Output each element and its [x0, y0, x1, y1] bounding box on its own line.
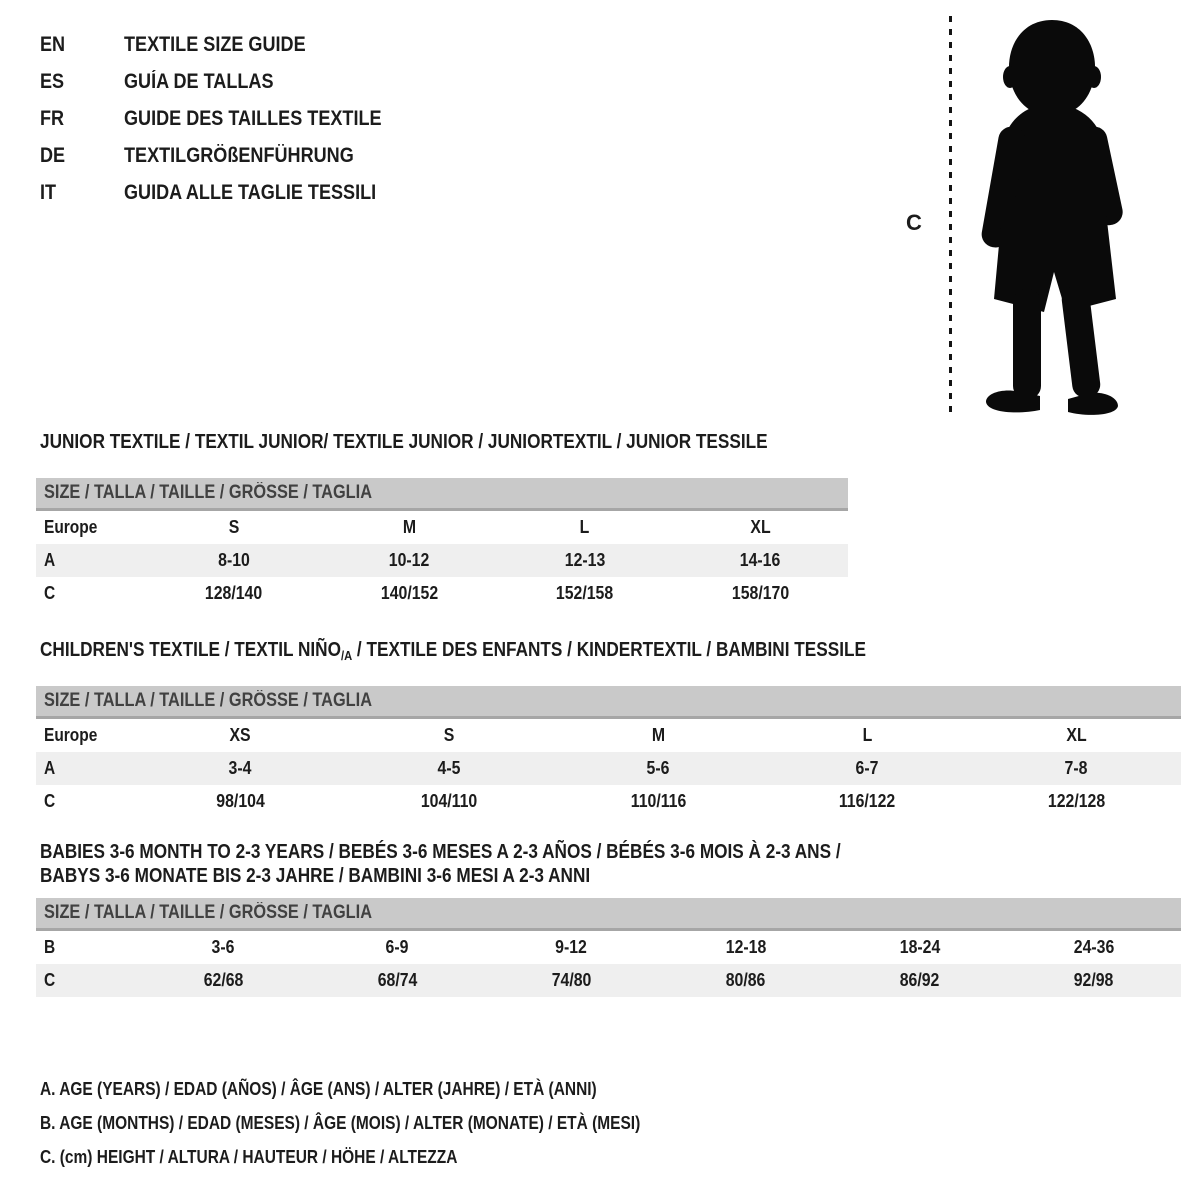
language-row — [40, 63, 423, 100]
height-measure-label: C — [906, 210, 922, 235]
table-row — [36, 785, 1181, 818]
section-babies-textile — [36, 840, 1181, 997]
legend-text: C. (cm) HEIGHT / ALTURA / HAUTEUR / HÖHE / ALTEZZA — [40, 1147, 458, 1167]
size-cell: 6-9 — [385, 937, 409, 957]
section-title-text: CHILDREN'S TEXTILE / TEXTIL $NIÑO_{/A}$ / TEXTILE DES ENFANTS / KINDERTEXTIL / BAMBINI TESSILE — [40, 639, 866, 663]
language-code: FR — [40, 107, 65, 130]
row-label: C — [44, 970, 56, 990]
size-cell: 18-24 — [899, 937, 941, 957]
section-children-textile — [36, 638, 1181, 818]
size-cell: 10-12 — [388, 550, 430, 570]
table-row — [36, 544, 848, 577]
guide-title: GUIDA ALLE TAGLIE TESSILI — [123, 181, 377, 204]
size-cell: M — [402, 517, 416, 537]
table-row — [36, 752, 1181, 785]
size-cell: 98/104 — [216, 791, 265, 811]
size-header-bar — [36, 686, 1181, 719]
language-row — [40, 100, 423, 137]
section-title — [36, 638, 1181, 662]
size-cell: L — [579, 517, 590, 537]
legend-line-c — [40, 1140, 738, 1174]
size-cell: 12-18 — [725, 937, 766, 957]
size-cell: 80/86 — [725, 970, 766, 990]
legend-text: B. AGE (MONTHS) / EDAD (MESES) / ÂGE (MOIS) / ALTER (MONATE) / ETÀ (MESI) — [40, 1113, 641, 1133]
legend-line-a — [40, 1072, 738, 1106]
row-label: Europe — [44, 517, 98, 537]
size-cell: 116/122 — [839, 791, 896, 811]
section-title — [36, 840, 1181, 864]
section-title — [36, 864, 1181, 888]
size-cell: 74/80 — [551, 970, 592, 990]
guide-title: GUÍA DE TALLAS — [123, 70, 274, 93]
toddler-silhouette-icon — [966, 14, 1138, 418]
size-cell: 92/98 — [1074, 970, 1114, 990]
size-cell: 3-4 — [229, 758, 252, 778]
table-row — [36, 577, 848, 610]
size-cell: 3-6 — [211, 937, 235, 957]
size-cell: M — [651, 725, 666, 745]
size-cell: 4-5 — [438, 758, 461, 778]
language-row — [40, 26, 423, 63]
section-title — [36, 430, 848, 454]
size-cell: 68/74 — [377, 970, 418, 990]
language-row — [40, 174, 423, 211]
height-measure-line — [949, 16, 952, 416]
nino-a-subscript: /A — [340, 648, 353, 663]
size-header-text: SIZE / TALLA / TAILLE / GRÖSSE / TAGLIA — [44, 482, 373, 503]
size-cell: 62/68 — [203, 970, 243, 990]
size-cell: S — [444, 725, 455, 745]
language-row — [40, 137, 423, 174]
section-junior-textile — [36, 430, 848, 610]
row-label: A — [44, 758, 56, 778]
row-label: C — [44, 791, 56, 811]
size-cell: 24-36 — [1073, 937, 1115, 957]
size-cell: 110/116 — [630, 791, 687, 811]
guide-title: TEXTILGRÖßENFÜHRUNG — [123, 144, 354, 167]
size-cell: 140/152 — [380, 583, 438, 603]
size-cell: XS — [229, 725, 252, 745]
language-code: DE — [40, 144, 66, 167]
size-cell: 86/92 — [899, 970, 940, 990]
guide-title: GUIDE DES TAILLES TEXTILE — [123, 107, 382, 130]
row-label: C — [44, 583, 56, 603]
section-title-line2: BABYS 3-6 MONATE BIS 2-3 JAHRE / BAMBINI 3-6 MESI A 2-3 ANNI — [40, 865, 591, 887]
size-cell: 5-6 — [647, 758, 670, 778]
legend-text: A. AGE (YEARS) / EDAD (AÑOS) / ÂGE (ANS) / ALTER (JAHRE) / ETÀ (ANNI) — [40, 1079, 597, 1099]
size-cell: 104/110 — [421, 791, 478, 811]
row-label: A — [44, 550, 56, 570]
row-label: B — [44, 937, 56, 957]
size-cell: 152/158 — [556, 583, 614, 603]
table-row — [36, 719, 1181, 752]
size-cell: 8-10 — [217, 550, 250, 570]
size-cell: S — [228, 517, 240, 537]
size-cell: XL — [1066, 725, 1087, 745]
size-header-text: SIZE / TALLA / TAILLE / GRÖSSE / TAGLIA — [44, 690, 373, 711]
size-cell: 12-13 — [564, 550, 606, 570]
section-title-line1: BABIES 3-6 MONTH TO 2-3 YEARS / BEBÉS 3-6 MESES A 2-3 AÑOS / BÉBÉS 3-6 MOIS À 2-3 ANS / — [40, 841, 841, 863]
table-row — [36, 511, 848, 544]
legend-line-b — [40, 1106, 738, 1140]
size-cell: 7-8 — [1065, 758, 1088, 778]
size-header-bar — [36, 898, 1181, 931]
table-row — [36, 931, 1181, 964]
language-code: IT — [40, 181, 57, 204]
size-cell: XL — [750, 517, 771, 537]
size-cell: 14-16 — [739, 550, 781, 570]
measure-legend — [40, 1072, 738, 1174]
table-row — [36, 964, 1181, 997]
section-title-text: JUNIOR TEXTILE / TEXTIL JUNIOR/ TEXTILE JUNIOR / JUNIORTEXTIL / JUNIOR TESSILE — [40, 431, 768, 453]
size-header-text: SIZE / TALLA / TAILLE / GRÖSSE / TAGLIA — [44, 902, 373, 923]
size-cell: 122/128 — [1047, 791, 1106, 811]
size-cell: L — [862, 725, 873, 745]
language-code: EN — [40, 33, 66, 56]
row-label: Europe — [44, 725, 98, 745]
size-cell: 128/140 — [205, 583, 263, 603]
language-code: ES — [40, 70, 65, 93]
size-cell: 6-7 — [856, 758, 879, 778]
language-title-list — [40, 26, 423, 211]
guide-title: TEXTILE SIZE GUIDE — [123, 33, 306, 56]
size-cell: 158/170 — [731, 583, 789, 603]
size-header-bar — [36, 478, 848, 511]
size-cell: 9-12 — [555, 937, 588, 957]
